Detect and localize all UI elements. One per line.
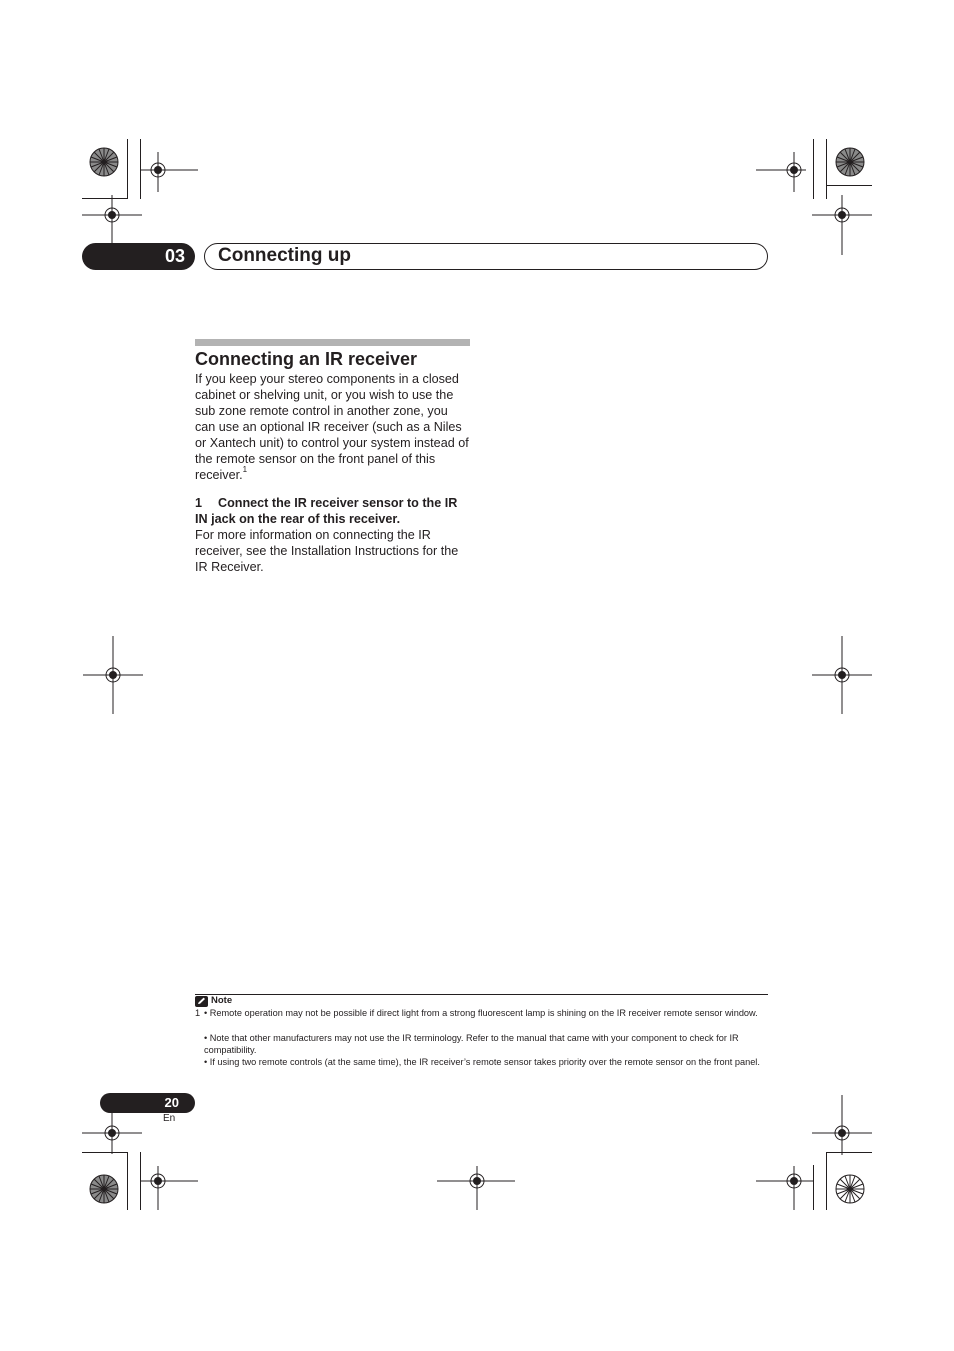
note-item: • If using two remote controls (at the same time), the IR receiver’s remote sensor takes priority over the remote sensor on the front panel.	[204, 1057, 760, 1067]
step-instruction	[195, 495, 471, 527]
intro-text: If you keep your stereo components in a closed cabinet or shelving unit, or you wish to use the sub zone remote control in another zone, you can use an optional IR receiver (such as a Niles or Xantech unit) to control your system instead of the remote sensor on the front panel of this receiver.	[195, 372, 469, 482]
registration-mark-icon	[82, 1112, 142, 1154]
registration-mark-icon	[812, 636, 872, 714]
chapter-number-badge: 03	[82, 243, 195, 270]
section-rule	[195, 339, 470, 346]
step-detail: For more information on connecting the IR receiver, see the Installation Instructions for the IR Receiver.	[195, 528, 459, 574]
section-heading: Connecting an IR receiver	[195, 349, 418, 369]
crop-mark	[826, 1152, 827, 1210]
registration-mark-icon	[812, 195, 872, 255]
starburst-target-icon	[835, 1174, 865, 1204]
note-pencil-icon	[195, 996, 208, 1007]
crop-mark	[826, 185, 872, 186]
crop-mark	[127, 139, 128, 199]
note-item: • Remote operation may not be possible if direct light from a strong fluorescent lamp is shining on the IR receiver remote sensor window.	[204, 1008, 758, 1018]
registration-mark-icon	[437, 1166, 515, 1210]
note-item: • Note that other manufacturers may not use the IR terminology. Refer to the manual that came with your component to check for IR compatibility.	[204, 1033, 739, 1055]
registration-mark-icon	[756, 152, 816, 192]
note-label: Note	[211, 995, 233, 1006]
page-number-badge: 20	[100, 1093, 195, 1113]
step-text: Connect the IR receiver sensor to the IR IN jack on the rear of this receiver.	[195, 496, 458, 526]
page-language: En	[163, 1113, 176, 1124]
registration-mark-icon	[812, 1095, 872, 1155]
note-footnote-number: 1	[195, 1008, 201, 1018]
starburst-target-icon	[89, 1174, 119, 1204]
step-number: 1	[195, 496, 203, 510]
starburst-target-icon	[835, 147, 865, 177]
registration-mark-icon	[83, 636, 143, 714]
registration-mark-icon	[756, 1166, 814, 1210]
registration-mark-icon	[140, 1166, 198, 1210]
registration-line	[158, 169, 198, 171]
chapter-title: Connecting up	[218, 245, 351, 266]
crop-mark	[127, 1152, 128, 1210]
note-rule	[195, 994, 768, 995]
intro-paragraph	[195, 371, 471, 483]
registration-mark-icon	[140, 152, 180, 192]
crop-mark	[826, 139, 827, 199]
footnote-ref: 1	[242, 465, 248, 474]
starburst-target-icon	[89, 147, 119, 177]
